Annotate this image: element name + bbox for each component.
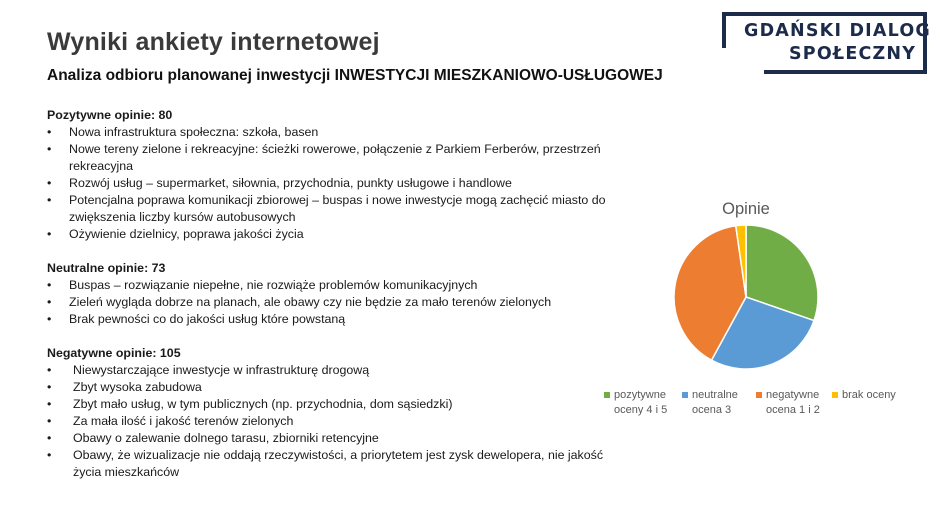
negative-heading: Negatywne opinie: 105: [47, 346, 181, 360]
list-item: • Nowa infrastruktura społeczna: szkoła, basen: [47, 124, 607, 141]
chart-title: Opinie: [722, 200, 770, 218]
positive-section: [47, 107, 607, 243]
legend-label: neutralne ocena 3: [692, 389, 738, 416]
logo-line-2: SPOŁECZNY: [789, 44, 917, 64]
negative-section: [47, 345, 607, 481]
page-title: Wyniki ankiety internetowej: [47, 28, 380, 56]
list-item: • Niewystarczające inwestycje w infrastrukturę drogową: [47, 362, 607, 379]
list-item: • Potencjalna poprawa komunikacji zbiorowej – buspas i nowe inwestycje mogą zachęcić miasto do zwiększenia liczby kursów autobusowych: [47, 192, 607, 226]
legend-swatch: [756, 392, 762, 398]
list-item: • Ożywienie dzielnicy, poprawa jakości życia: [47, 226, 607, 243]
neutral-section: [47, 260, 607, 328]
list-item: • Zbyt wysoka zabudowa: [47, 379, 607, 396]
logo-line-1: GDAŃSKI DIALOG: [744, 21, 931, 41]
list-item: • Obawy o zalewanie dolnego tarasu, zbiorniki retencyjne: [47, 430, 607, 447]
neutral-heading: Neutralne opinie: 73: [47, 261, 166, 275]
pie-svg: [580, 190, 920, 380]
page-subtitle: Analiza odbioru planowanej inwestycji INWESTYCJI MIESZKANIOWO-USŁUGOWEJ: [47, 67, 663, 84]
neutral-list: [47, 277, 607, 328]
legend-swatch: [682, 392, 688, 398]
legend-swatch: [604, 392, 610, 398]
positive-list: [47, 124, 607, 243]
legend-label: pozytywne oceny 4 i 5: [614, 389, 668, 416]
negative-list: [47, 362, 607, 481]
legend-label: negatywne ocena 1 i 2: [766, 389, 820, 416]
gdanski-dialog-logo: [722, 12, 931, 74]
positive-heading: Pozytywne opinie: 80: [47, 108, 173, 122]
opinions-content: [47, 107, 607, 498]
list-item: • Za mała ilość i jakość terenów zielonych: [47, 413, 607, 430]
list-item: • Brak pewności co do jakości usług które powstaną: [47, 311, 607, 328]
list-item: • Zbyt mało usług, w tym publicznych (np. przychodnia, dom sąsiedzki): [47, 396, 607, 413]
opinions-pie-chart: [580, 190, 920, 430]
list-item: • Zieleń wygląda dobrze na planach, ale obawy czy nie będzie za mało terenów zielonych: [47, 294, 607, 311]
list-item: • Obawy, że wizualizacje nie oddają rzeczywistości, a priorytetem jest zysk dewelopera, nie jakość życia mieszkańców: [47, 447, 607, 481]
list-item: • Nowe tereny zielone i rekreacyjne: ścieżki rowerowe, połączenie z Parkiem Ferberów, przestrzeń rekreacyjna: [47, 141, 607, 175]
list-item: • Buspas – rozwiązanie niepełne, nie rozwiąże problemów komunikacyjnych: [47, 277, 607, 294]
legend-label: brak oceny: [842, 389, 896, 401]
list-item: • Rozwój usług – supermarket, siłownia, przychodnia, punkty usługowe i handlowe: [47, 175, 607, 192]
legend-swatch: [832, 392, 838, 398]
